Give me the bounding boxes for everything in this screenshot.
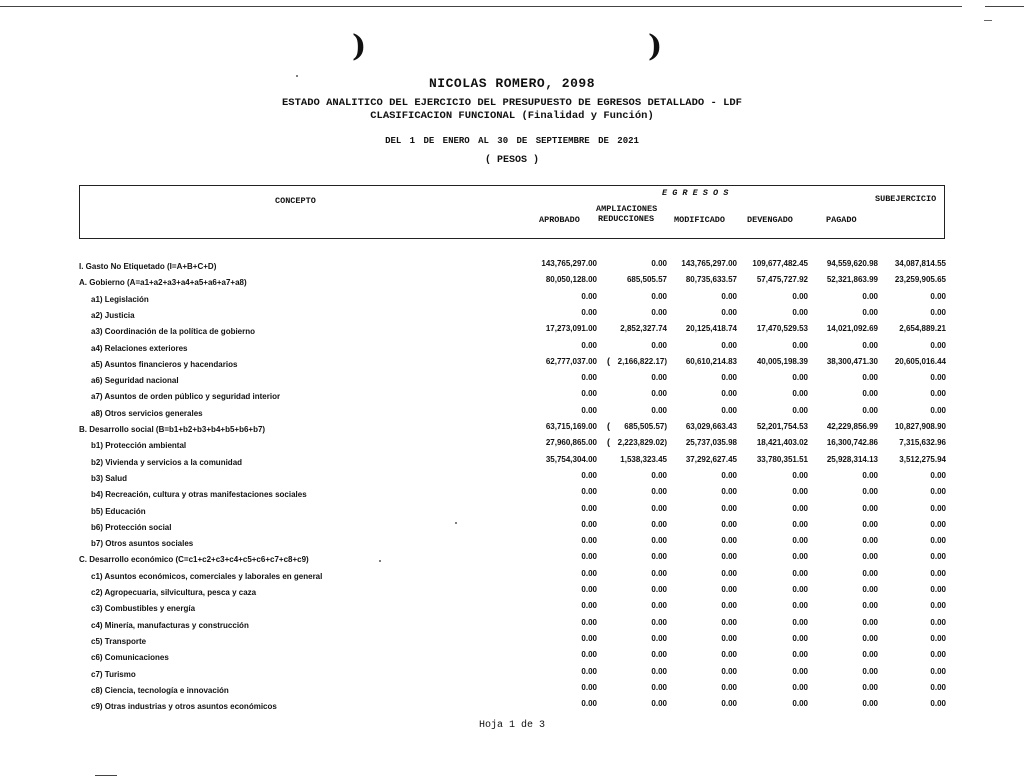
table-row xyxy=(0,618,1024,634)
row-value-cell: 0.00 xyxy=(721,340,737,350)
row-value-cell: 0.00 xyxy=(651,568,667,578)
row-value-cell: 0.00 xyxy=(721,666,737,676)
report-entity-title: NICOLAS ROMERO, 2098 xyxy=(428,76,596,91)
row-value-cell: 0.00 xyxy=(581,699,597,709)
report-date-range: DEL 1 DE ENERO AL 30 DE SEPTIEMBRE DE 2021 xyxy=(385,136,639,146)
row-value-cell: 0.00 xyxy=(930,617,946,627)
row-value-cell: 0.00 xyxy=(930,633,946,643)
row-concept-label: b2) Vivienda y servicios a la comunidad xyxy=(91,457,243,467)
column-header-ampliaciones: AMPLIACIONES xyxy=(596,204,658,214)
table-row xyxy=(0,292,1024,308)
page-number: Hoja 1 de 3 xyxy=(478,720,545,731)
row-value-cell: 20,605,016.44 xyxy=(894,356,946,366)
row-concept-label: I. Gasto No Etiquetado (I=A+B+C+D) xyxy=(79,262,217,271)
row-value-cell: 0.00 xyxy=(930,552,946,562)
row-value-cell: 685,505.57 xyxy=(626,275,667,285)
column-header-reducciones: REDUCCIONES xyxy=(598,214,655,224)
report-classification: CLASIFICACION FUNCIONAL (Finalidad y Función) xyxy=(370,110,654,122)
row-value-cell: 0.00 xyxy=(651,666,667,676)
row-value-cell: 0.00 xyxy=(651,601,667,611)
row-value-cell: 0.00 xyxy=(862,568,878,578)
row-value-cell: 0.00 xyxy=(721,487,737,497)
table-row xyxy=(0,601,1024,617)
row-value-cell: 52,321,863.99 xyxy=(826,275,878,285)
row-value-cell: 0.00 xyxy=(930,519,946,529)
row-value-cell: 0.00 xyxy=(721,650,737,660)
row-value-cell: 0.00 xyxy=(792,405,808,415)
row-value-cell: 17,273,091.00 xyxy=(545,324,597,334)
table-row xyxy=(0,667,1024,683)
table-row xyxy=(0,471,1024,487)
row-value-cell: 0.00 xyxy=(792,585,808,594)
table-row xyxy=(0,406,1024,422)
row-value-cell: 34,087,814.55 xyxy=(894,259,946,268)
table-row xyxy=(0,275,1024,291)
row-value-cell: 0.00 xyxy=(581,389,597,399)
row-value-cell: 0.00 xyxy=(792,633,808,643)
row-value-cell: 0.00 xyxy=(862,340,878,350)
row-concept-label: a2) Justicia xyxy=(91,310,135,320)
row-value-cell: 57,475,727.92 xyxy=(756,275,808,285)
row-concept-label: c9) Otras industrias y otros asuntos económicos xyxy=(91,702,277,712)
row-value-cell: 0.00 xyxy=(581,568,597,578)
row-value-cell: 0.00 xyxy=(651,519,667,529)
row-value-cell: 0.00 xyxy=(721,470,737,480)
row-value-cell: 0.00 xyxy=(581,503,597,513)
column-header-aprobado: APROBADO xyxy=(539,215,580,225)
row-concept-label: c1) Asuntos económicos, comerciales y laborales en general xyxy=(91,571,323,581)
table-row xyxy=(0,389,1024,405)
report-currency: ( PESOS ) xyxy=(484,155,539,166)
row-value-cell: 0.00 xyxy=(721,601,737,611)
margin-mark xyxy=(984,20,992,21)
row-concept-label: A. Gobierno (A=a1+a2+a3+a4+a5+a6+a7+a8) xyxy=(79,278,247,288)
row-value-cell: 0.00 xyxy=(721,585,737,594)
row-concept-label: a6) Seguridad nacional xyxy=(91,376,179,386)
table-row xyxy=(0,650,1024,666)
row-value-cell: 16,300,742.86 xyxy=(826,438,878,448)
table-header-box xyxy=(79,185,945,239)
row-value-cell: 0.00 xyxy=(930,307,946,317)
row-concept-label: C. Desarrollo económico (C=c1+c2+c3+c4+c5+c6+c7+c8+c9) xyxy=(79,555,309,565)
row-value-cell: 0.00 xyxy=(651,405,667,415)
row-concept-label: b3) Salud xyxy=(91,473,128,483)
row-value-cell: 0.00 xyxy=(581,307,597,317)
column-header-devengado: DEVENGADO xyxy=(747,215,793,225)
row-value-cell: 0.00 xyxy=(721,405,737,415)
row-value-cell: 0.00 xyxy=(581,666,597,676)
row-value-cell: 0.00 xyxy=(651,633,667,643)
column-header-pagado: PAGADO xyxy=(826,215,857,225)
row-concept-label: c4) Minería, manufacturas y construcción xyxy=(91,620,249,630)
scan-hole-mark-right: ) xyxy=(648,29,663,64)
row-value-cell: 0.00 xyxy=(651,259,667,268)
row-value-cell: 0.00 xyxy=(581,536,597,546)
row-value-cell: 0.00 xyxy=(792,487,808,497)
row-value-cell: 0.00 xyxy=(930,682,946,692)
row-value-cell: 14,021,092.69 xyxy=(826,324,878,334)
row-value-cell: 10,827,908.90 xyxy=(894,422,946,431)
row-value-cell: 0.00 xyxy=(721,552,737,562)
row-value-cell: 80,050,128.00 xyxy=(545,275,597,285)
row-value-cell: 42,229,856.99 xyxy=(826,422,878,431)
row-value-cell: 0.00 xyxy=(930,585,946,594)
row-value-cell: 2,166,822.17) xyxy=(617,356,667,366)
row-value-cell: 1,538,323.45 xyxy=(620,454,667,464)
row-value-cell: 0.00 xyxy=(792,666,808,676)
row-value-cell: 17,470,529.53 xyxy=(756,324,808,334)
table-row xyxy=(0,487,1024,503)
row-value-cell: 0.00 xyxy=(930,601,946,611)
row-value-cell: 0.00 xyxy=(862,601,878,611)
row-value-cell: 0.00 xyxy=(792,503,808,513)
row-value-cell: 0.00 xyxy=(721,699,737,709)
top-border-line xyxy=(0,6,962,7)
row-value-cell: 63,715,169.00 xyxy=(545,422,597,431)
row-value-cell: 7,315,632.96 xyxy=(899,438,946,448)
top-border-line-right xyxy=(985,6,1024,7)
column-header-egresos: E G R E S O S xyxy=(662,188,729,198)
table-row xyxy=(0,438,1024,454)
row-value-cell: 80,735,633.57 xyxy=(685,275,737,285)
row-value-cell: 25,737,035.98 xyxy=(685,438,737,448)
row-value-cell: 0.00 xyxy=(581,405,597,415)
row-value-cell: 94,559,620.98 xyxy=(826,259,878,268)
row-concept-label: a8) Otros servicios generales xyxy=(91,408,203,418)
row-value-cell: 3,512,275.94 xyxy=(899,454,946,464)
negative-open-paren: ( xyxy=(607,355,610,366)
scan-hole-mark-left: ) xyxy=(352,29,367,64)
table-row xyxy=(0,536,1024,552)
row-value-cell: 0.00 xyxy=(930,503,946,513)
row-value-cell: 0.00 xyxy=(581,601,597,611)
row-value-cell: 0.00 xyxy=(581,552,597,562)
row-value-cell: 0.00 xyxy=(862,389,878,399)
table-row xyxy=(0,569,1024,585)
report-subtitle: ESTADO ANALITICO DEL EJERCICIO DEL PRESUPUESTO DE EGRESOS DETALLADO - LDF xyxy=(282,97,742,109)
row-value-cell: 0.00 xyxy=(862,536,878,546)
table-row xyxy=(0,357,1024,373)
row-value-cell: 62,777,037.00 xyxy=(545,356,597,366)
row-concept-label: a5) Asuntos financieros y hacendarios xyxy=(91,359,238,369)
row-value-cell: 0.00 xyxy=(651,682,667,692)
row-value-cell: 0.00 xyxy=(862,373,878,383)
row-value-cell: 0.00 xyxy=(792,291,808,301)
row-value-cell: 0.00 xyxy=(862,291,878,301)
row-concept-label: b4) Recreación, cultura y otras manifestaciones sociales xyxy=(91,490,307,500)
row-value-cell: 52,201,754.53 xyxy=(756,422,808,431)
row-value-cell: 0.00 xyxy=(792,340,808,350)
row-concept-label: c8) Ciencia, tecnología e innovación xyxy=(91,685,229,695)
row-value-cell: 0.00 xyxy=(581,373,597,383)
row-value-cell: 0.00 xyxy=(651,585,667,594)
row-value-cell: 0.00 xyxy=(581,470,597,480)
bottom-margin-line xyxy=(95,775,117,776)
row-value-cell: 109,677,482.45 xyxy=(752,259,808,268)
row-value-cell: 2,852,327.74 xyxy=(620,324,667,334)
table-row xyxy=(0,520,1024,536)
row-value-cell: 0.00 xyxy=(651,340,667,350)
row-value-cell: 0.00 xyxy=(862,633,878,643)
row-value-cell: 0.00 xyxy=(651,291,667,301)
row-value-cell: 0.00 xyxy=(792,373,808,383)
row-value-cell: 143,765,297.00 xyxy=(541,259,597,268)
row-value-cell: 0.00 xyxy=(792,519,808,529)
row-concept-label: a4) Relaciones exteriores xyxy=(91,343,188,353)
row-value-cell: 63,029,663.43 xyxy=(685,422,737,431)
row-concept-label: b5) Educación xyxy=(91,506,146,516)
row-value-cell: 0.00 xyxy=(581,682,597,692)
row-value-cell: 0.00 xyxy=(930,405,946,415)
row-value-cell: 0.00 xyxy=(581,650,597,660)
column-header-concepto: CONCEPTO xyxy=(275,196,316,206)
table-row xyxy=(0,504,1024,520)
row-value-cell: 0.00 xyxy=(651,552,667,562)
row-concept-label: c3) Combustibles y energía xyxy=(91,604,196,614)
table-row xyxy=(0,422,1024,438)
row-value-cell: 0.00 xyxy=(651,699,667,709)
row-value-cell: 0.00 xyxy=(862,405,878,415)
row-value-cell: 0.00 xyxy=(862,470,878,480)
row-value-cell: 0.00 xyxy=(581,519,597,529)
row-value-cell: 0.00 xyxy=(792,601,808,611)
row-value-cell: 0.00 xyxy=(651,389,667,399)
row-value-cell: 25,928,314.13 xyxy=(826,454,878,464)
row-concept-label: c6) Comunicaciones xyxy=(91,653,169,663)
row-value-cell: 0.00 xyxy=(792,307,808,317)
row-value-cell: 685,505.57) xyxy=(624,422,667,431)
row-value-cell: 0.00 xyxy=(792,552,808,562)
row-value-cell: 0.00 xyxy=(930,470,946,480)
negative-open-paren: ( xyxy=(607,421,610,431)
row-value-cell: 0.00 xyxy=(651,307,667,317)
row-value-cell: 0.00 xyxy=(721,389,737,399)
row-value-cell: 0.00 xyxy=(721,568,737,578)
row-value-cell: 0.00 xyxy=(862,307,878,317)
row-value-cell: 0.00 xyxy=(581,617,597,627)
table-row xyxy=(0,552,1024,568)
row-value-cell: 0.00 xyxy=(792,699,808,709)
row-concept-label: b1) Protección ambiental xyxy=(91,441,187,451)
row-value-cell: 0.00 xyxy=(862,487,878,497)
row-value-cell: 0.00 xyxy=(651,536,667,546)
table-row xyxy=(0,373,1024,389)
row-value-cell: 0.00 xyxy=(581,340,597,350)
row-value-cell: 0.00 xyxy=(930,568,946,578)
row-value-cell: 0.00 xyxy=(651,503,667,513)
negative-open-paren: ( xyxy=(607,437,610,448)
table-row xyxy=(0,699,1024,715)
row-concept-label: a1) Legislación xyxy=(91,294,149,304)
row-value-cell: 0.00 xyxy=(581,633,597,643)
table-row xyxy=(0,308,1024,324)
row-value-cell: 0.00 xyxy=(862,666,878,676)
row-concept-label: c5) Transporte xyxy=(91,636,147,646)
table-row xyxy=(0,324,1024,340)
row-value-cell: 0.00 xyxy=(862,699,878,709)
row-value-cell: 0.00 xyxy=(862,682,878,692)
row-value-cell: 0.00 xyxy=(792,536,808,546)
row-value-cell: 38,300,471.30 xyxy=(826,356,878,366)
table-row xyxy=(0,634,1024,650)
row-value-cell: 0.00 xyxy=(581,291,597,301)
row-value-cell: 0.00 xyxy=(792,389,808,399)
row-value-cell: 40,005,198.39 xyxy=(756,356,808,366)
row-value-cell: 143,765,297.00 xyxy=(681,259,737,268)
row-value-cell: 0.00 xyxy=(862,650,878,660)
row-value-cell: 0.00 xyxy=(651,373,667,383)
row-value-cell: 0.00 xyxy=(930,699,946,709)
row-value-cell: 0.00 xyxy=(792,568,808,578)
row-value-cell: 0.00 xyxy=(651,617,667,627)
row-value-cell: 37,292,627.45 xyxy=(685,454,737,464)
row-value-cell: 0.00 xyxy=(721,373,737,383)
row-value-cell: 0.00 xyxy=(930,291,946,301)
row-value-cell: 2,223,829.02) xyxy=(617,438,667,448)
row-value-cell: 0.00 xyxy=(721,503,737,513)
row-value-cell: 0.00 xyxy=(581,585,597,594)
row-value-cell: 0.00 xyxy=(721,617,737,627)
row-value-cell: 0.00 xyxy=(721,519,737,529)
row-value-cell: 0.00 xyxy=(651,650,667,660)
row-value-cell: 0.00 xyxy=(581,487,597,497)
row-value-cell: 35,754,304.00 xyxy=(545,454,597,464)
row-concept-label: a3) Coordinación de la política de gobierno xyxy=(91,327,256,337)
row-value-cell: 0.00 xyxy=(930,666,946,676)
row-value-cell: 2,654,889.21 xyxy=(899,324,946,334)
row-value-cell: 0.00 xyxy=(862,503,878,513)
row-value-cell: 0.00 xyxy=(930,536,946,546)
table-row xyxy=(0,683,1024,699)
row-value-cell: 0.00 xyxy=(721,307,737,317)
row-value-cell: 0.00 xyxy=(792,617,808,627)
row-value-cell: 0.00 xyxy=(930,650,946,660)
row-value-cell: 27,960,865.00 xyxy=(545,438,597,448)
row-value-cell: 0.00 xyxy=(721,536,737,546)
row-value-cell: 23,259,905.65 xyxy=(894,275,946,285)
row-value-cell: 60,610,214.83 xyxy=(685,356,737,366)
table-row xyxy=(0,455,1024,471)
table-row xyxy=(0,341,1024,357)
row-value-cell: 0.00 xyxy=(862,552,878,562)
table-row xyxy=(0,585,1024,601)
row-value-cell: 0.00 xyxy=(862,617,878,627)
row-value-cell: 20,125,418.74 xyxy=(685,324,737,334)
row-value-cell: 0.00 xyxy=(651,487,667,497)
row-value-cell: 0.00 xyxy=(930,373,946,383)
column-header-modificado: MODIFICADO xyxy=(674,215,726,225)
row-concept-label: c2) Agropecuaria, silvicultura, pesca y caza xyxy=(91,588,257,597)
row-value-cell: 0.00 xyxy=(721,291,737,301)
row-value-cell: 0.00 xyxy=(721,682,737,692)
row-value-cell: 0.00 xyxy=(792,650,808,660)
row-value-cell: 0.00 xyxy=(930,487,946,497)
row-value-cell: 0.00 xyxy=(862,585,878,594)
row-value-cell: 0.00 xyxy=(651,470,667,480)
row-value-cell: 0.00 xyxy=(792,682,808,692)
row-concept-label: a7) Asuntos de orden público y seguridad interior xyxy=(91,392,281,402)
column-header-subejercicio: SUBEJERCICIO xyxy=(875,194,937,204)
row-value-cell: 0.00 xyxy=(792,470,808,480)
row-value-cell: 18,421,403.02 xyxy=(756,438,808,448)
row-concept-label: b7) Otros asuntos sociales xyxy=(91,539,194,549)
row-concept-label: c7) Turismo xyxy=(91,669,136,679)
row-concept-label: b6) Protección social xyxy=(91,522,172,532)
row-value-cell: 0.00 xyxy=(862,519,878,529)
row-value-cell: 0.00 xyxy=(930,340,946,350)
table-row xyxy=(0,259,1024,275)
row-value-cell: 0.00 xyxy=(930,389,946,399)
row-concept-label: B. Desarrollo social (B=b1+b2+b3+b4+b5+b6+b7) xyxy=(79,425,266,434)
row-value-cell: 0.00 xyxy=(721,633,737,643)
row-value-cell: 33,780,351.51 xyxy=(756,454,808,464)
